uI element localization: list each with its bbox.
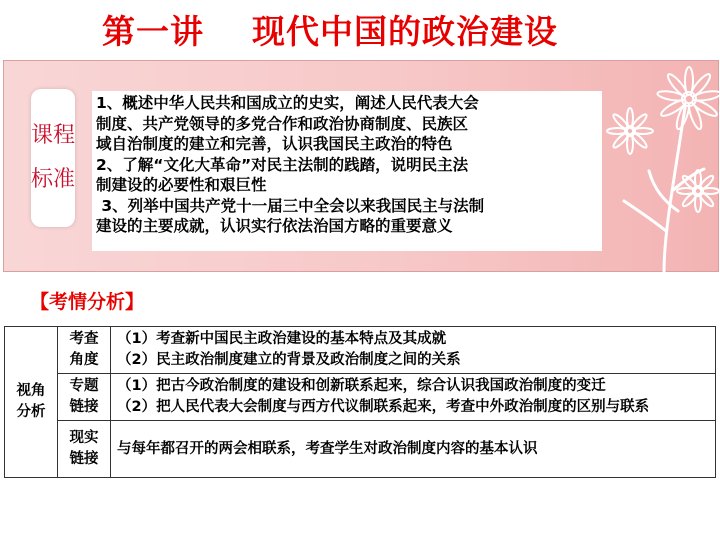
group-label-cell: 视角 分析 <box>5 327 58 478</box>
row-content-cell: （1）把古今政治制度的建设和创新联系起来，综合认识我国政治制度的变迁 （2）把人民代表大会制度与西方代议制联系起来，考查中外政治制度的区别与联系 <box>111 374 716 421</box>
curriculum-standard-banner <box>3 60 719 272</box>
row-content-cell: （1）考查新中国民主政治建设的基本特点及其成就 （2）民主政治制度建立的背景及政治制度之间的关系 <box>111 327 716 374</box>
slide-title <box>0 6 660 53</box>
standard-text <box>92 91 602 251</box>
table-row <box>5 327 716 374</box>
table-row <box>5 421 716 478</box>
standard-line: 3、列举中国共产党十一届三中全会以来我国民主与法制 <box>96 196 485 215</box>
standard-line: 制度、共产党领导的多党合作和政治协商制度、民族区 <box>96 114 469 133</box>
lecture-topic: 现代中国的政治建设 <box>252 12 558 51</box>
section-heading: 【考情分析】 <box>30 291 145 313</box>
row-content-cell: 与每年都召开的两会相联系，考查学生对政治制度内容的基本认识 <box>111 421 716 478</box>
row-label-cell: 考查 角度 <box>58 327 111 374</box>
standard-line: 2、了解“文化大革命”对民主法制的践踏，说明民主法 <box>96 155 469 174</box>
lecture-number: 第一讲 <box>102 12 204 51</box>
standard-line: 制建设的必要性和艰巨性 <box>96 176 267 194</box>
standard-line: 域自治制度的建立和完善，认识我国民主政治的特色 <box>96 135 453 153</box>
standard-label-box <box>31 89 75 227</box>
standard-line: 1、概述中华人民共和国成立的史实，阐述人民代表大会 <box>96 94 479 112</box>
row-label-cell: 现实 链接 <box>58 421 111 478</box>
standard-label-line1: 课程 <box>31 123 76 148</box>
standard-line: 建设的主要成就，认识实行依法治国方略的重要意义 <box>96 217 453 235</box>
standard-label-line2: 标准 <box>31 167 76 192</box>
exam-analysis-table <box>4 326 716 478</box>
flower-decoration-icon <box>594 61 720 273</box>
row-label-cell: 专题 链接 <box>58 374 111 421</box>
table-row <box>5 374 716 421</box>
